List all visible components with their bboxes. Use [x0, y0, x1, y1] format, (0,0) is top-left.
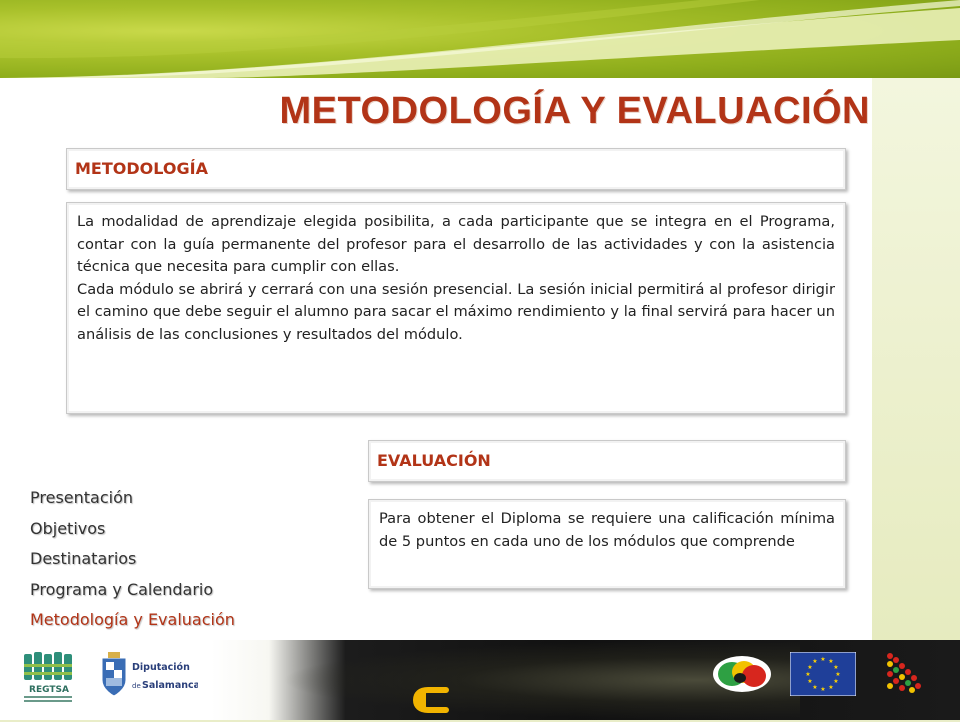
- metodologia-paragraph-2: Cada módulo se abrirá y cerrará con una sesión presencial. La sesión inicial permitirá al profesor dirigir el camino que debe seguir el alumno para sacar el máximo rendimiento y la final servirá para hacer un análisis de las conclusiones y resultados del módulo.: [77, 280, 835, 343]
- partner-logo-dots: [882, 650, 924, 696]
- evaluacion-text-box: [368, 499, 846, 589]
- evaluacion-heading: EVALUACIÓN: [377, 451, 491, 470]
- diputacion-line1: Diputación: [132, 662, 190, 673]
- diputacion-prefix: de: [132, 682, 141, 690]
- svg-text:★: ★: [833, 664, 839, 671]
- right-decorative-strip: [872, 78, 960, 640]
- evaluacion-text: Para obtener el Diploma se requiere una calificación mínima de 5 puntos en cada uno de los módulos que comprende: [379, 510, 835, 550]
- nav-item-presentacion[interactable]: Presentación: [30, 488, 134, 507]
- svg-text:★: ★: [820, 656, 826, 663]
- metodologia-text-box: [66, 202, 846, 414]
- svg-text:★: ★: [807, 664, 813, 671]
- metodologia-paragraph-1: La modalidad de aprendizaje elegida posibilita, a cada participante que se integra en el Programa, contar con la guía permanente del profesor para el desarrollo de las actividades y con la asistencia técnica que necesita para cumplir con ellas.: [77, 213, 835, 275]
- top-decorative-band: [0, 0, 960, 78]
- svg-text:★: ★: [812, 658, 818, 665]
- nav-item-destinatarios[interactable]: Destinatarios: [30, 549, 137, 568]
- page-title: METODOLOGÍA Y EVALUACIÓN: [279, 90, 870, 132]
- metodologia-text: [67, 203, 845, 354]
- section-nav: [30, 486, 235, 639]
- nav-item-objetivos[interactable]: Objetivos: [30, 518, 106, 538]
- back-arrow-icon[interactable]: [412, 682, 452, 718]
- partner-logo-rings: [712, 654, 772, 694]
- svg-text:★: ★: [833, 678, 839, 685]
- regtsa-logo: [20, 650, 78, 706]
- metodologia-heading-box: [66, 148, 846, 190]
- nav-item-programa-calendario[interactable]: Programa y Calendario: [30, 579, 214, 599]
- diputacion-line2: Salamanca: [142, 680, 198, 691]
- eu-flag-logo: [790, 652, 856, 696]
- svg-text:★: ★: [828, 684, 834, 691]
- regtsa-label: REGTSA: [29, 685, 69, 695]
- evaluacion-heading-box: [368, 440, 846, 482]
- svg-text:★: ★: [820, 686, 826, 693]
- svg-text:★: ★: [805, 671, 811, 678]
- svg-text:★: ★: [835, 671, 841, 678]
- nav-item-metodologia-evaluacion[interactable]: Metodología y Evaluación: [30, 610, 235, 629]
- metodologia-heading: METODOLOGÍA: [75, 159, 208, 178]
- diputacion-salamanca-logo: [98, 650, 198, 704]
- svg-text:★: ★: [812, 684, 818, 691]
- svg-text:★: ★: [807, 678, 813, 685]
- svg-text:★: ★: [828, 658, 834, 665]
